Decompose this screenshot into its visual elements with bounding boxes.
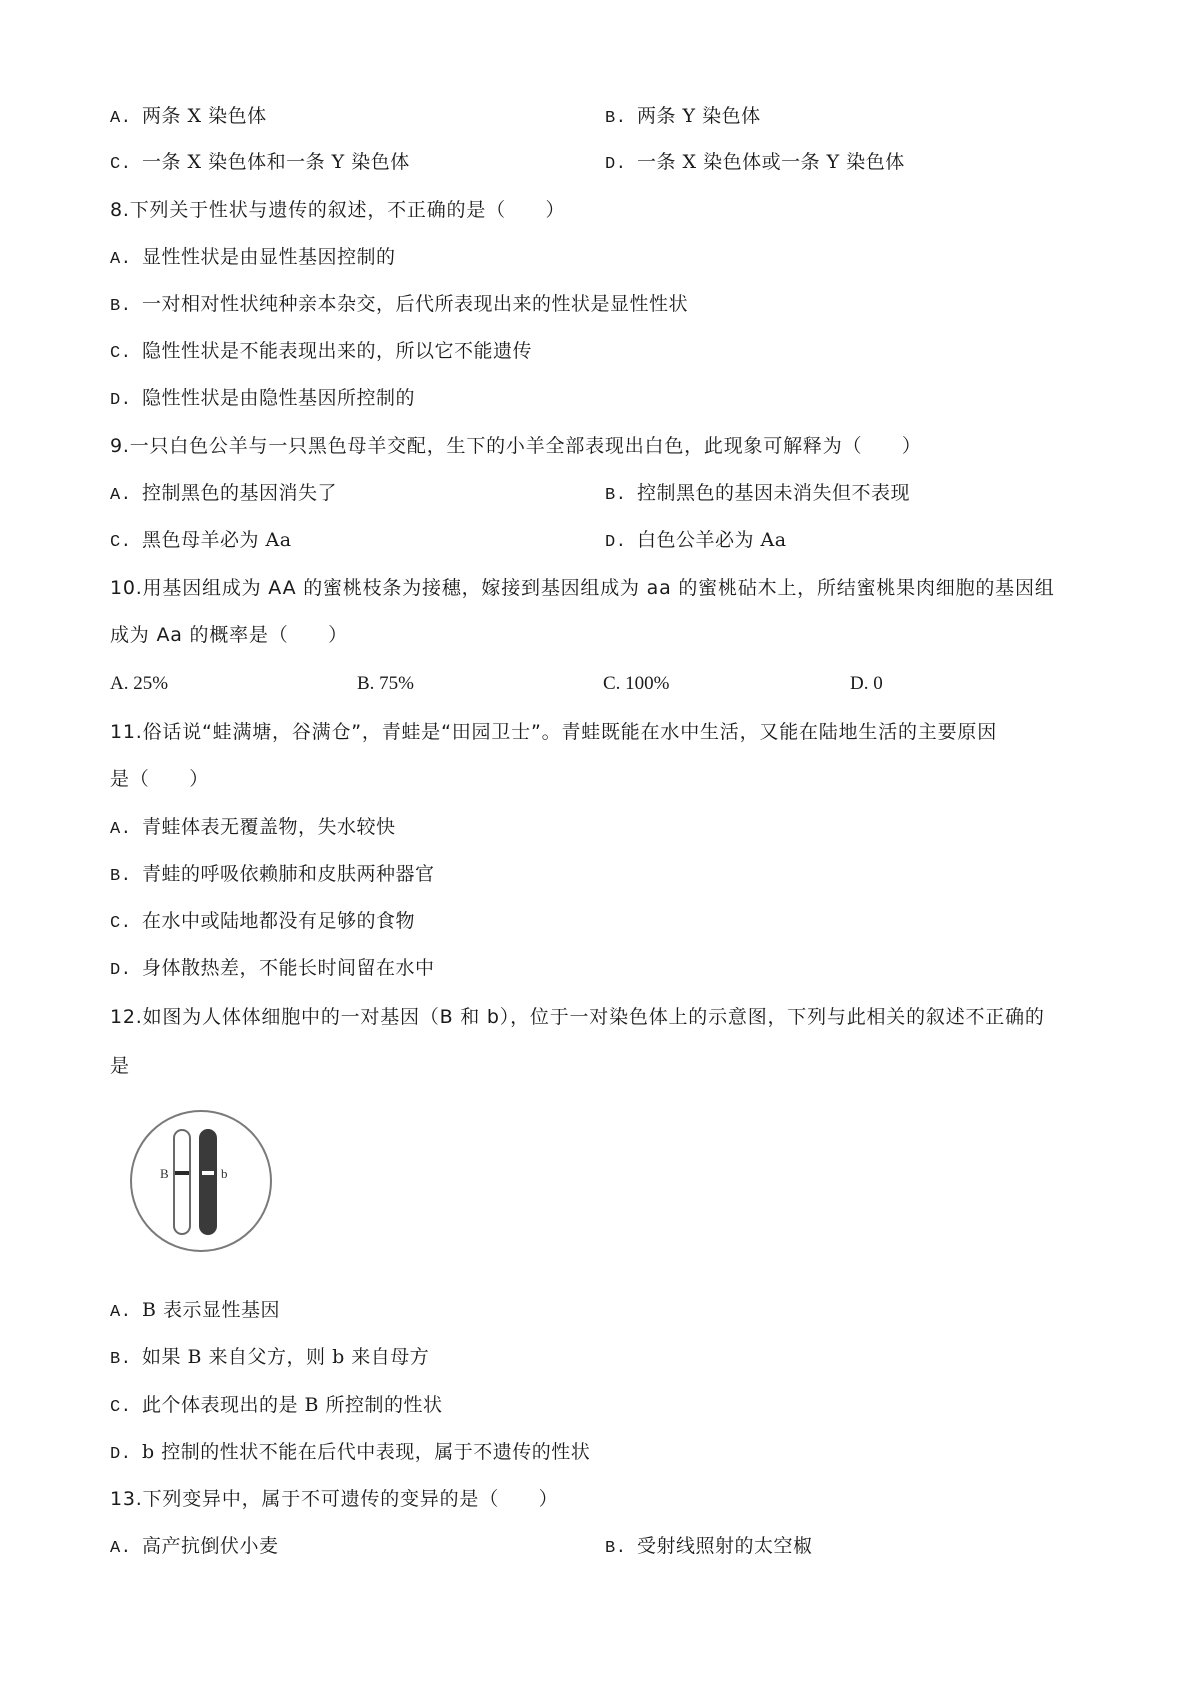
q12-stem-line1: 12.如图为人体体细胞中的一对基因（B 和 b），位于一对染色体上的示意图，下列与此相关的叙述不正确的 [110,1006,1045,1028]
q12-option-c [110,1393,443,1420]
option-label: B. [605,486,627,505]
q7-option-d [605,150,905,177]
q11-option-a [110,815,396,842]
option-label: D. [110,961,132,980]
q13-stem: 13.下列变异中，属于不可遗传的变异的是（ ） [110,1488,559,1510]
q10-option-c: C. 100% [603,673,670,694]
q9-option-b [605,481,910,508]
q10-stem-line2: 成为 Aa 的概率是（ ） [110,624,348,646]
option-label: D. [110,1445,132,1464]
option-text: 受射线照射的太空椒 [637,1535,813,1557]
option-text: 隐性性状是由隐性基因所控制的 [142,387,416,409]
option-text: 黑色母羊必为 Aa [142,529,292,551]
q8-stem: 8.下列关于性状与遗传的叙述，不正确的是（ ） [110,199,566,221]
option-text: 两条 X 染色体 [142,105,267,127]
option-label: D. [605,155,627,174]
option-label: C. [110,344,132,363]
q10-stem-line1: 10.用基因组成为 AA 的蜜桃枝条为接穗，嫁接到基因组成为 aa 的蜜桃砧木上，所结蜜桃果肉细胞的基因组 [110,577,1055,599]
q12-stem-line2: 是 [110,1055,130,1077]
option-label: B. [110,1350,132,1369]
q12-option-a [110,1298,280,1325]
option-text: 控制黑色的基因消失了 [142,482,338,504]
q12-option-d [110,1440,590,1467]
option-label: D. [605,533,627,552]
option-text: 一对相对性状纯种亲本杂交，后代所表现出来的性状是显性性状 [142,293,689,315]
option-label: A. [110,820,132,839]
q8-option-b [110,292,688,319]
option-text: 一条 X 染色体或一条 Y 染色体 [637,151,905,173]
q12-option-b [110,1345,429,1372]
option-text: 青蛙的呼吸依赖肺和皮肤两种器官 [142,863,435,885]
q10-option-a: A. 25% [110,673,169,694]
q13-option-a [110,1534,279,1561]
option-text: 一条 X 染色体和一条 Y 染色体 [142,151,410,173]
q9-stem: 9.一只白色公羊与一只黑色母羊交配，生下的小羊全部表现出白色，此现象可解释为（ ） [110,435,922,457]
option-label: C. [110,533,132,552]
q10-option-d: D. 0 [850,673,883,694]
q7-option-a [110,104,267,131]
option-text: 隐性性状是不能表现出来的，所以它不能遗传 [142,340,533,362]
q7-option-c [110,150,410,177]
option-label: A. [110,1303,132,1322]
q13-option-b [605,1534,813,1561]
option-label: A. [110,1539,132,1558]
q9-option-c [110,528,292,555]
gene-locus-left [175,1171,189,1175]
option-label: D. [110,391,132,410]
q9-option-a [110,481,337,508]
option-label: B. [110,297,132,316]
q8-option-a [110,245,396,272]
option-label: B. [605,1539,627,1558]
chromosome-left [174,1130,190,1234]
option-label: A. [110,250,132,269]
q9-option-d [605,528,787,555]
option-label: C. [110,1398,132,1417]
gene-label-b-dominant: B [160,1166,169,1181]
gene-locus-right [202,1171,214,1175]
q11-option-d [110,956,435,983]
option-label: A. [110,486,132,505]
option-text: 如果 B 来自父方，则 b 来自母方 [142,1346,430,1368]
option-text: 青蛙体表无覆盖物，失水较快 [142,816,396,838]
option-label: A. [110,109,132,128]
option-label: B. [110,867,132,886]
q8-option-d [110,386,415,413]
option-text: 控制黑色的基因未消失但不表现 [637,482,911,504]
q11-option-c [110,909,415,936]
option-label: C. [110,914,132,933]
chromosome-pair-diagram [128,1108,274,1254]
q11-option-b [110,862,435,889]
option-text: 两条 Y 染色体 [637,105,761,127]
chromosome-right [200,1130,216,1234]
option-text: 身体散热差，不能长时间留在水中 [142,957,435,979]
option-label: C. [110,155,132,174]
option-text: 此个体表现出的是 B 所控制的性状 [142,1394,443,1416]
q7-option-b [605,104,761,131]
option-text: 显性性状是由显性基因控制的 [142,246,396,268]
option-text: 高产抗倒伏小麦 [142,1535,279,1557]
q10-option-b: B. 75% [357,673,414,694]
q8-option-c [110,339,532,366]
q11-stem-line1: 11.俗话说“蛙满塘，谷满仓”，青蛙是“田园卫士”。青蛙既能在水中生活，又能在陆地生活的主要原因 [110,721,997,743]
option-text: 在水中或陆地都没有足够的食物 [142,910,416,932]
q11-stem-line2: 是（ ） [110,768,210,790]
option-label: B. [605,109,627,128]
option-text: b 控制的性状不能在后代中表现，属于不遗传的性状 [142,1441,591,1463]
option-text: 白色公羊必为 Aa [637,529,787,551]
option-text: B 表示显性基因 [142,1299,281,1321]
gene-label-b-recessive: b [221,1166,228,1181]
